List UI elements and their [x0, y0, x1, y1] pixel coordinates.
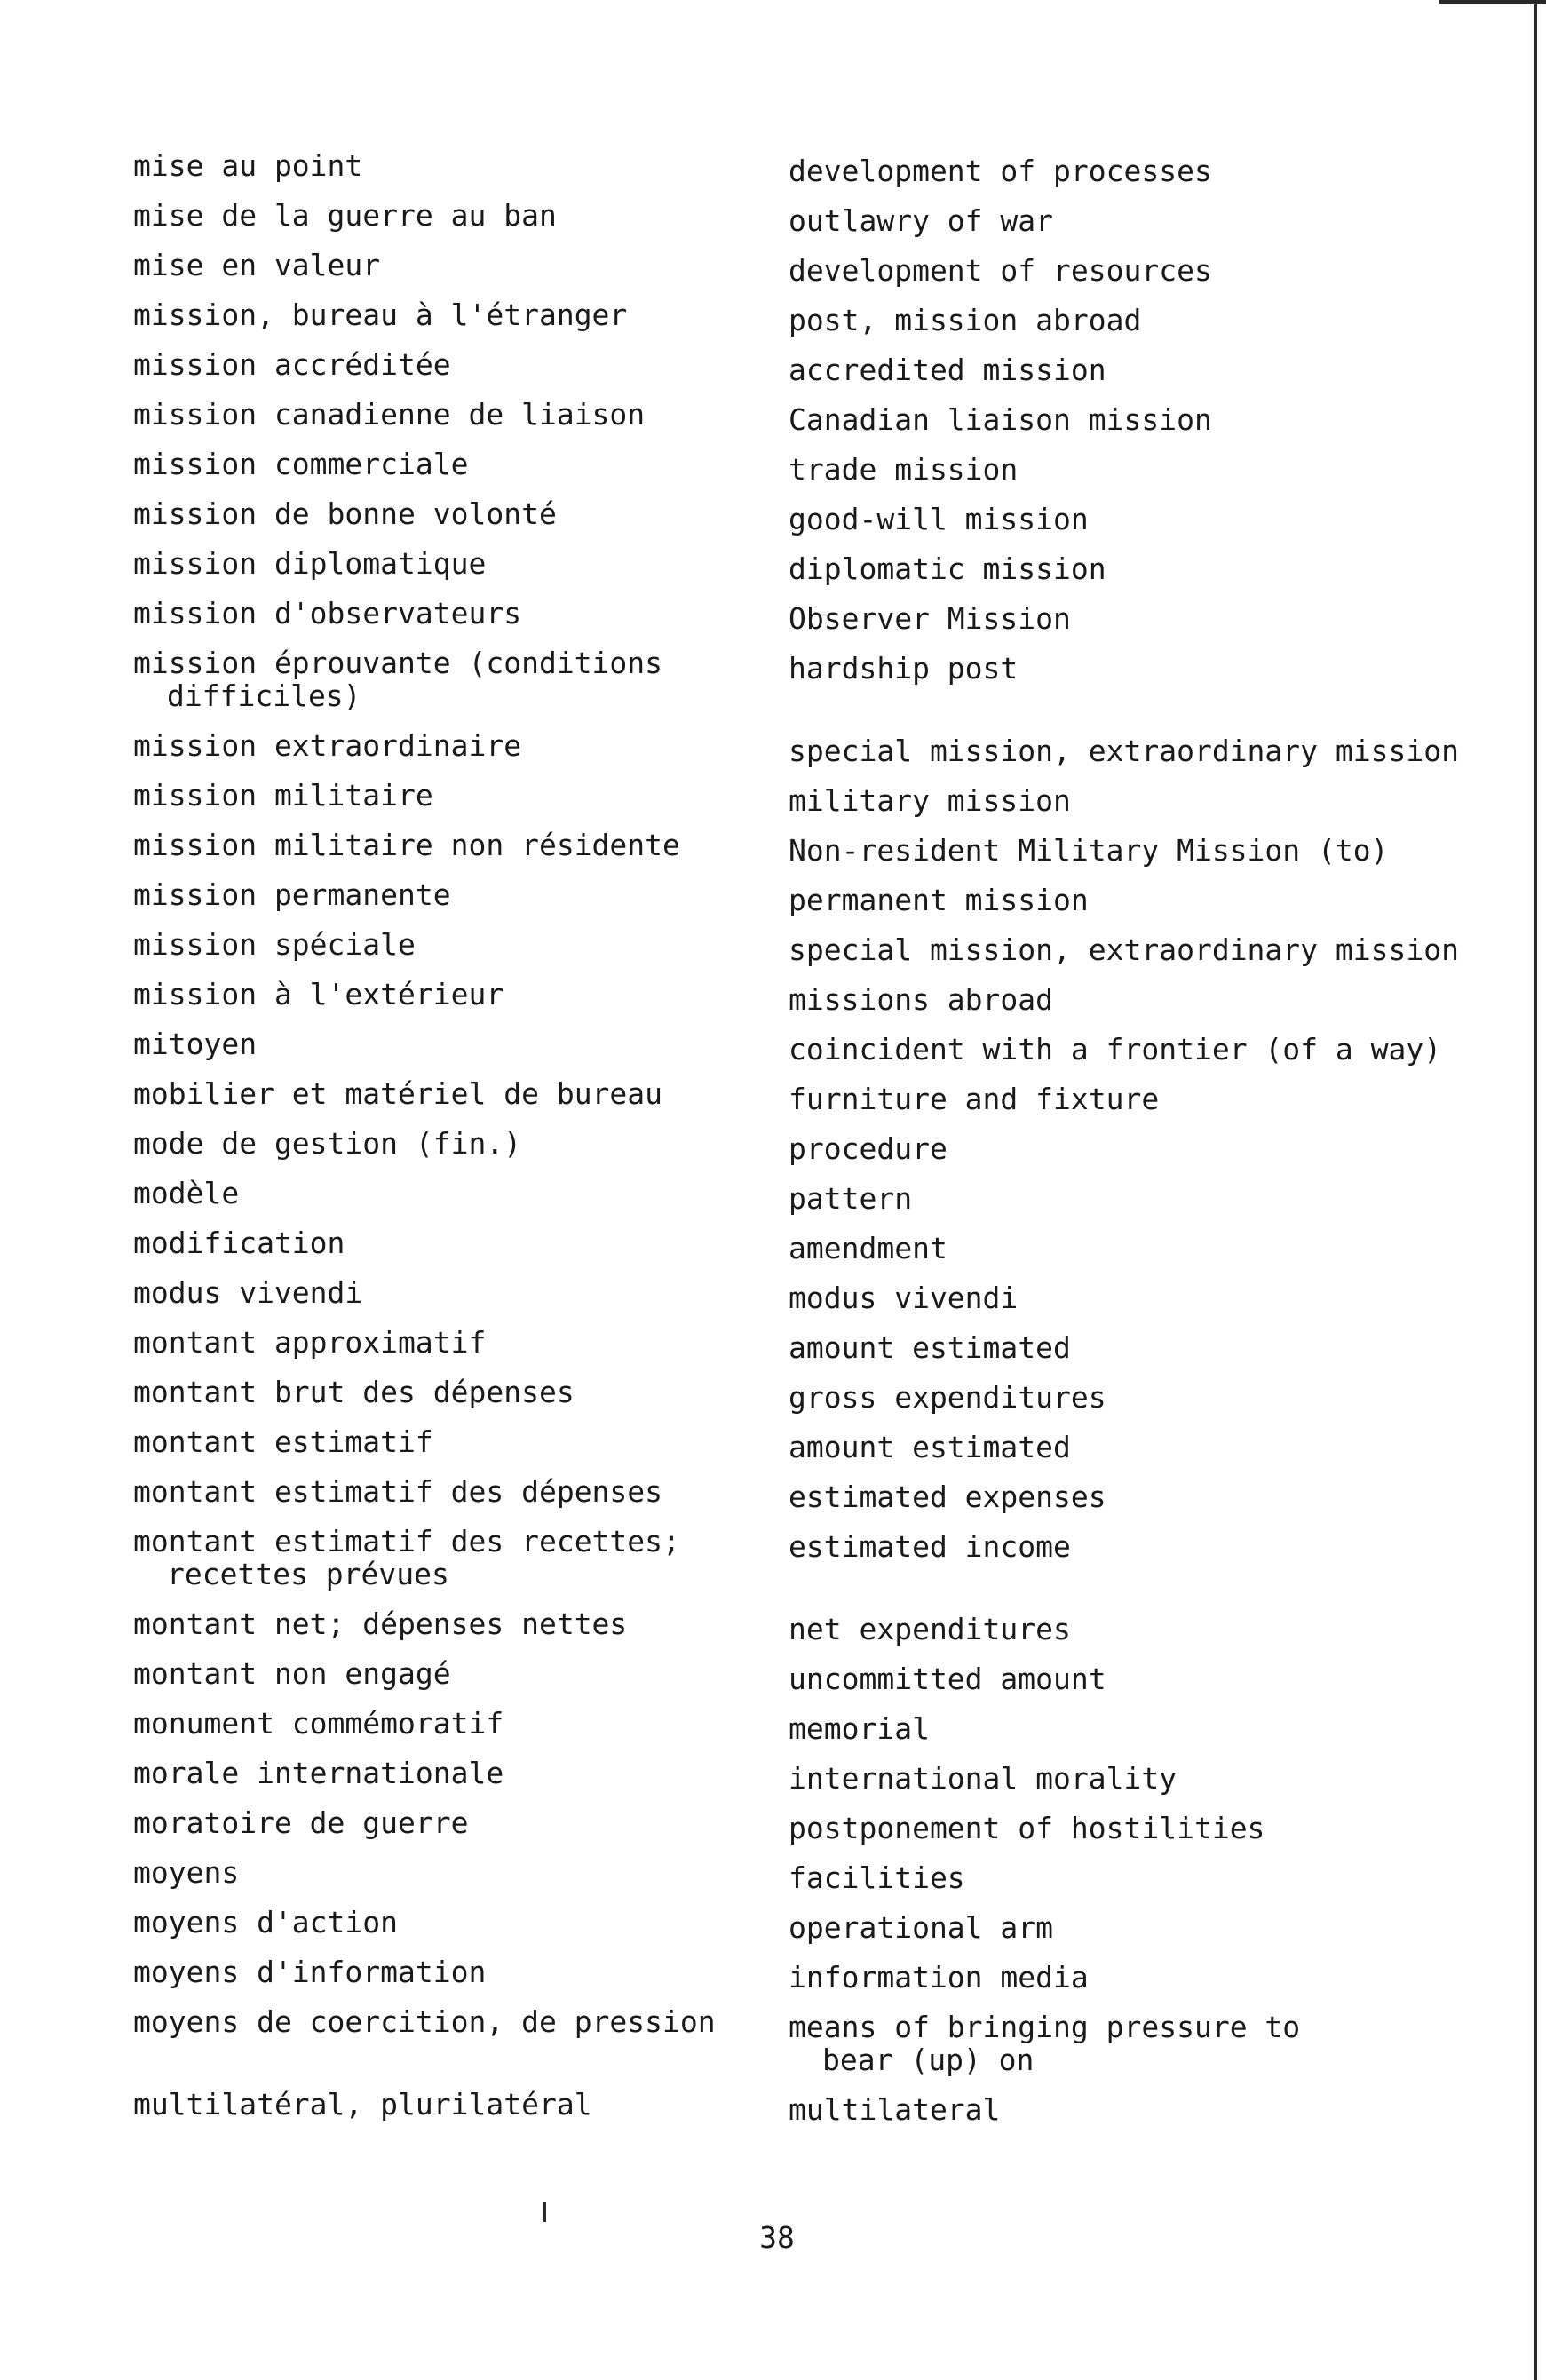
french-term-line: montant estimatif des dépenses — [133, 1474, 663, 1509]
french-term — [133, 779, 790, 829]
scan-mark — [543, 2202, 546, 2222]
english-term-line: good-will mission — [789, 502, 1089, 536]
english-term-line: memorial — [789, 1711, 930, 1746]
french-term-line: mission commerciale — [133, 447, 469, 481]
english-term-line: military mission — [789, 783, 1071, 818]
english-term-line: accredited mission — [789, 353, 1106, 387]
french-term-line: mission diplomatique — [133, 546, 487, 581]
english-term — [789, 254, 1499, 304]
scan-edge-top — [1439, 0, 1546, 4]
french-term-line: moyens de coercition, de pression — [133, 2004, 716, 2039]
english-term — [789, 1083, 1499, 1132]
english-term — [789, 602, 1499, 652]
english-term-line: trade mission — [789, 452, 1019, 487]
french-term — [133, 1326, 790, 1376]
english-term-line: pattern — [789, 1181, 913, 1216]
english-term — [789, 1480, 1499, 1530]
english-term — [789, 1431, 1499, 1480]
english-term — [789, 403, 1499, 453]
english-term — [789, 2011, 1499, 2093]
french-term-line: mission canadienne de liaison — [133, 397, 646, 432]
english-term — [789, 1812, 1499, 1861]
english-term-line: outlawry of war — [789, 203, 1054, 238]
french-term — [133, 1525, 790, 1607]
french-term-line: montant non engagé — [133, 1656, 451, 1691]
french-term — [133, 1906, 790, 1956]
english-term — [789, 1033, 1499, 1083]
french-term-line: montant net; dépenses nettes — [133, 1606, 628, 1641]
english-term — [789, 304, 1499, 353]
english-term — [789, 983, 1499, 1033]
french-term — [133, 1806, 790, 1856]
english-term-line: post, mission abroad — [789, 303, 1142, 337]
french-term-line: mission, bureau à l'étranger — [133, 298, 628, 332]
french-term — [133, 1226, 790, 1276]
english-term — [789, 1132, 1499, 1182]
french-term-line: modification — [133, 1226, 345, 1260]
english-term-line: diplomatic mission — [789, 551, 1106, 586]
english-term-line: modus vivendi — [789, 1281, 1019, 1315]
english-term — [789, 1182, 1499, 1232]
english-term — [789, 1530, 1499, 1613]
french-term-line: mobilier et matériel de bureau — [133, 1076, 663, 1111]
french-term — [133, 1276, 790, 1326]
english-term — [789, 1712, 1499, 1762]
english-term — [789, 834, 1499, 884]
french-term-line: moyens d'action — [133, 1905, 399, 1940]
french-term-line: mission militaire non résidente — [133, 828, 680, 862]
french-term — [133, 928, 790, 978]
english-term-line: development of processes — [789, 154, 1212, 188]
french-term — [133, 199, 790, 249]
french-term — [133, 978, 790, 1027]
english-term-line: multilateral — [789, 2092, 1001, 2127]
french-term-line: moyens d'information — [133, 1955, 487, 1989]
french-term — [133, 829, 790, 878]
french-term — [133, 2088, 790, 2138]
english-term — [789, 1662, 1499, 1712]
french-term — [133, 1425, 790, 1475]
french-term-line: mode de gestion (fin.) — [133, 1126, 522, 1161]
english-term — [789, 652, 1499, 734]
french-term-line: moratoire de guerre — [133, 1805, 469, 1840]
french-term-line: monument commémoratif — [133, 1706, 504, 1741]
english-term — [789, 884, 1499, 933]
french-term — [133, 1376, 790, 1425]
english-term — [789, 784, 1499, 834]
french-term-line: mission éprouvante (conditions — [133, 646, 663, 680]
french-term — [133, 1956, 790, 2005]
french-term-line: mission à l'extérieur — [133, 977, 504, 1012]
english-term-line: procedure — [789, 1131, 947, 1166]
english-term — [789, 2093, 1499, 2143]
french-term — [133, 1077, 790, 1127]
french-term-line: recettes prévues — [167, 1557, 449, 1591]
french-term — [133, 298, 790, 348]
french-term-line: multilatéral, plurilatéral — [133, 2087, 592, 2122]
english-term-line: Non-resident Military Mission (to) — [789, 833, 1389, 868]
english-term — [789, 552, 1499, 602]
english-term-line: permanent mission — [789, 883, 1089, 917]
english-term-line: information media — [789, 1960, 1089, 1995]
french-term — [133, 1856, 790, 1906]
french-term-line: moyens — [133, 1855, 240, 1890]
french-term — [133, 348, 790, 398]
english-term-line: coincident with a frontier (of a way) — [789, 1032, 1442, 1067]
english-term — [789, 1232, 1499, 1281]
scan-edge — [1534, 0, 1537, 2380]
english-term — [789, 1911, 1499, 1961]
english-term — [789, 353, 1499, 403]
english-term-line: net expenditures — [789, 1612, 1071, 1646]
french-term-line: mission accréditée — [133, 347, 451, 382]
english-term-line: uncommitted amount — [789, 1662, 1106, 1696]
french-term — [133, 1757, 790, 1806]
french-terms-column — [133, 149, 790, 2138]
french-term — [133, 1027, 790, 1077]
english-term-line: postponement of hostilities — [789, 1811, 1265, 1845]
french-term — [133, 448, 790, 497]
english-term — [789, 1961, 1499, 2011]
french-term — [133, 597, 790, 647]
french-term-line: modèle — [133, 1176, 240, 1210]
french-term — [133, 497, 790, 547]
french-term — [133, 729, 790, 779]
french-term-line: montant brut des dépenses — [133, 1375, 575, 1409]
english-term-line: furniture and fixture — [789, 1082, 1160, 1116]
french-term-line: mission d'observateurs — [133, 596, 522, 631]
english-term — [789, 1613, 1499, 1662]
french-term-line: mission extraordinaire — [133, 728, 522, 763]
english-term — [789, 1381, 1499, 1431]
english-term-line: means of bringing pressure to — [789, 2010, 1301, 2044]
french-term-line: modus vivendi — [133, 1275, 363, 1310]
english-terms-column — [789, 155, 1499, 2143]
french-term — [133, 149, 790, 199]
french-term — [133, 249, 790, 298]
french-term — [133, 547, 790, 597]
french-term-line: montant approximatif — [133, 1325, 487, 1360]
english-term — [789, 453, 1499, 503]
french-term-line: mission de bonne volonté — [133, 496, 557, 531]
english-term-line: Canadian liaison mission — [789, 402, 1212, 437]
french-term — [133, 1707, 790, 1757]
english-term-line: missions abroad — [789, 982, 1054, 1017]
english-term-line: hardship post — [789, 651, 1019, 686]
english-term-line: gross expenditures — [789, 1380, 1106, 1415]
english-term-line: international morality — [789, 1761, 1177, 1796]
english-term-line: development of resources — [789, 253, 1212, 288]
french-term-line: mission militaire — [133, 778, 433, 813]
french-term — [133, 1177, 790, 1226]
english-term — [789, 1331, 1499, 1381]
english-term-line: facilities — [789, 1860, 965, 1895]
french-term-line: montant estimatif des recettes; — [133, 1524, 680, 1559]
french-term-line: mise de la guerre au ban — [133, 198, 557, 233]
french-term-line: mise au point — [133, 148, 363, 183]
french-term — [133, 1657, 790, 1707]
english-term-line: special mission, extraordinary mission — [789, 932, 1459, 967]
english-term — [789, 933, 1499, 983]
page-number: 38 — [759, 2220, 795, 2255]
english-term-line: bear (up) on — [822, 2043, 1035, 2077]
french-term-line: mitoyen — [133, 1027, 258, 1061]
french-term — [133, 1475, 790, 1525]
english-term-line: Observer Mission — [789, 601, 1071, 636]
french-term-line: mission permanente — [133, 877, 451, 912]
french-term-line: montant estimatif — [133, 1424, 433, 1459]
french-term — [133, 398, 790, 448]
french-term — [133, 878, 790, 928]
english-term — [789, 155, 1499, 204]
french-term-line: difficiles) — [167, 678, 361, 713]
french-term-line: mission spéciale — [133, 927, 416, 962]
french-term — [133, 647, 790, 729]
english-term — [789, 503, 1499, 552]
english-term — [789, 1762, 1499, 1812]
french-term — [133, 1127, 790, 1177]
english-term — [789, 1861, 1499, 1911]
english-term-line: estimated expenses — [789, 1480, 1106, 1514]
english-term-line: amendment — [789, 1231, 947, 1265]
english-term-line: estimated income — [789, 1529, 1071, 1564]
french-term — [133, 2005, 790, 2088]
french-term — [133, 1607, 790, 1657]
french-term-line: morale internationale — [133, 1756, 504, 1790]
english-term-line: amount estimated — [789, 1430, 1071, 1464]
french-term-line: mise en valeur — [133, 248, 381, 282]
english-term — [789, 734, 1499, 784]
english-term-line: operational arm — [789, 1910, 1054, 1945]
english-term-line: amount estimated — [789, 1330, 1071, 1365]
english-term-line: special mission, extraordinary mission — [789, 734, 1459, 768]
english-term — [789, 1281, 1499, 1331]
english-term — [789, 204, 1499, 254]
